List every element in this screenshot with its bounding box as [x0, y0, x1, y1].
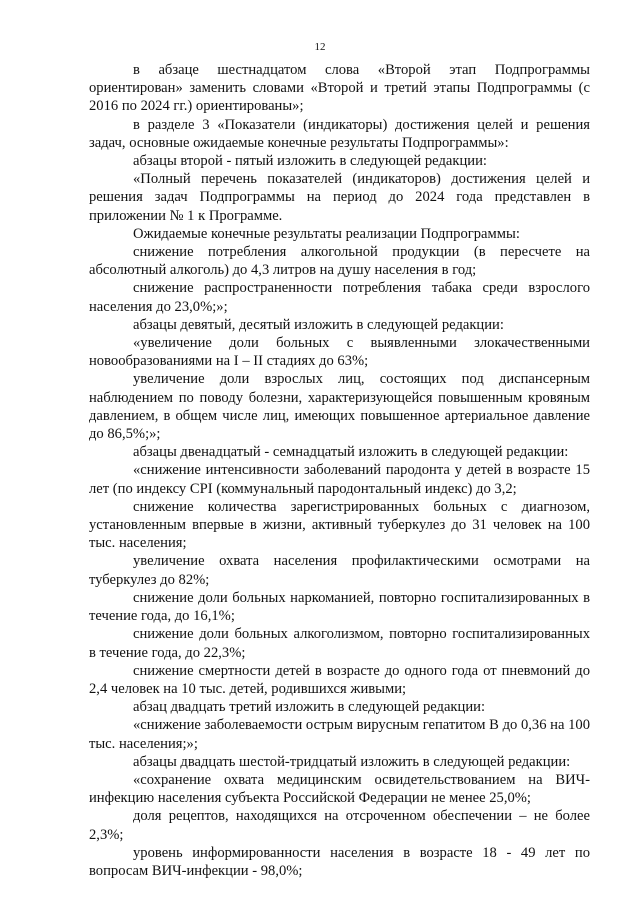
paragraph: «увеличение доли больных с выявленными злокачественными новообразованиями на I – II стадиях до 63%;: [89, 335, 590, 370]
paragraph: абзацы двенадцатый - семнадцатый изложить в следующей редакции:: [133, 444, 569, 461]
paragraph: Ожидаемые конечные результаты реализации Подпрограммы:: [133, 225, 520, 242]
paragraph: снижение количества зарегистрированных больных с диагнозом, установленным впервые в жизни, активный туберкулез до 31 человек на 100 тыс. населения;: [89, 498, 590, 552]
paragraph: снижение доли больных алкоголизмом, повторно госпитализированных в течение года, до 22,3%;: [89, 626, 590, 661]
paragraph: снижение смертности детей в возрасте до одного года от пневмоний до 2,4 человек на 10 тыс. детей, родившихся живыми;: [89, 662, 590, 697]
paragraph: снижение доли больных наркоманией, повторно госпитализированных в течение года, до 16,1%;: [89, 589, 590, 625]
paragraph: увеличение охвата населения профилактическими осмотрами на туберкулез до 82%;: [89, 553, 590, 588]
paragraph: абзац двадцать третий изложить в следующей редакции:: [133, 699, 486, 716]
paragraph: абзацы девятый, десятый изложить в следующей редакции:: [133, 316, 504, 333]
paragraph: «сохранение охвата медицинским освидетельствованием на ВИЧ-инфекцию населения субъекта Российской Федерации не менее 25,0%;: [89, 771, 590, 807]
page-number: 12: [314, 41, 326, 53]
paragraph: уровень информированности населения в возрасте 18 - 49 лет по вопросам ВИЧ-инфекции - 98,0%;: [89, 844, 590, 879]
paragraph: «Полный перечень показателей (индикаторов) достижения целей и решения задач Подпрограммы на период до 2024 года представлен в приложении № 1 к Программе.: [89, 171, 590, 224]
paragraph: «снижение интенсивности заболеваний пародонта у детей в возрасте 15 лет (по индексу CPI (коммунальный пародонтальный индекс) до 3,2;: [89, 462, 590, 497]
paragraph: абзацы двадцать шестой-тридцатый изложить в следующей редакции:: [133, 753, 571, 770]
paragraph: в абзаце шестнадцатом слова «Второй этап Подпрограммы ориентирован» заменить словами «Второй и третий этапы Подпрограммы (с 2016 по 2024 гг.) ориентированы»;: [89, 62, 590, 115]
paragraph: снижение распространенности потребления табака среди взрослого населения до 23,0%;»;: [89, 280, 590, 315]
paragraph: доля рецептов, находящихся на отсроченном обеспечении – не более 2,3%;: [89, 808, 590, 843]
document-body: [89, 61, 590, 880]
paragraph: абзацы второй - пятый изложить в следующей редакции:: [133, 153, 487, 170]
paragraph: увеличение доли взрослых лиц, состоящих под диспансерным наблюдением по поводу болезни, характеризующейся повышенным кровяным давлением, в общем числе лиц, имеющих повышенное артериальное давление до 86,5%;»;: [89, 371, 590, 443]
paragraph: «снижение заболеваемости острым вирусным гепатитом В до 0,36 на 100 тыс. населения;»;: [89, 717, 590, 752]
paragraph: в разделе 3 «Показатели (индикаторы) достижения целей и решения задач, основные ожидаемые конечные результаты Подпрограммы»:: [89, 116, 590, 151]
paragraph: снижение потребления алкогольной продукции (в пересчете на абсолютный алкоголь) до 4,3 литров на душу населения в год;: [89, 244, 590, 279]
